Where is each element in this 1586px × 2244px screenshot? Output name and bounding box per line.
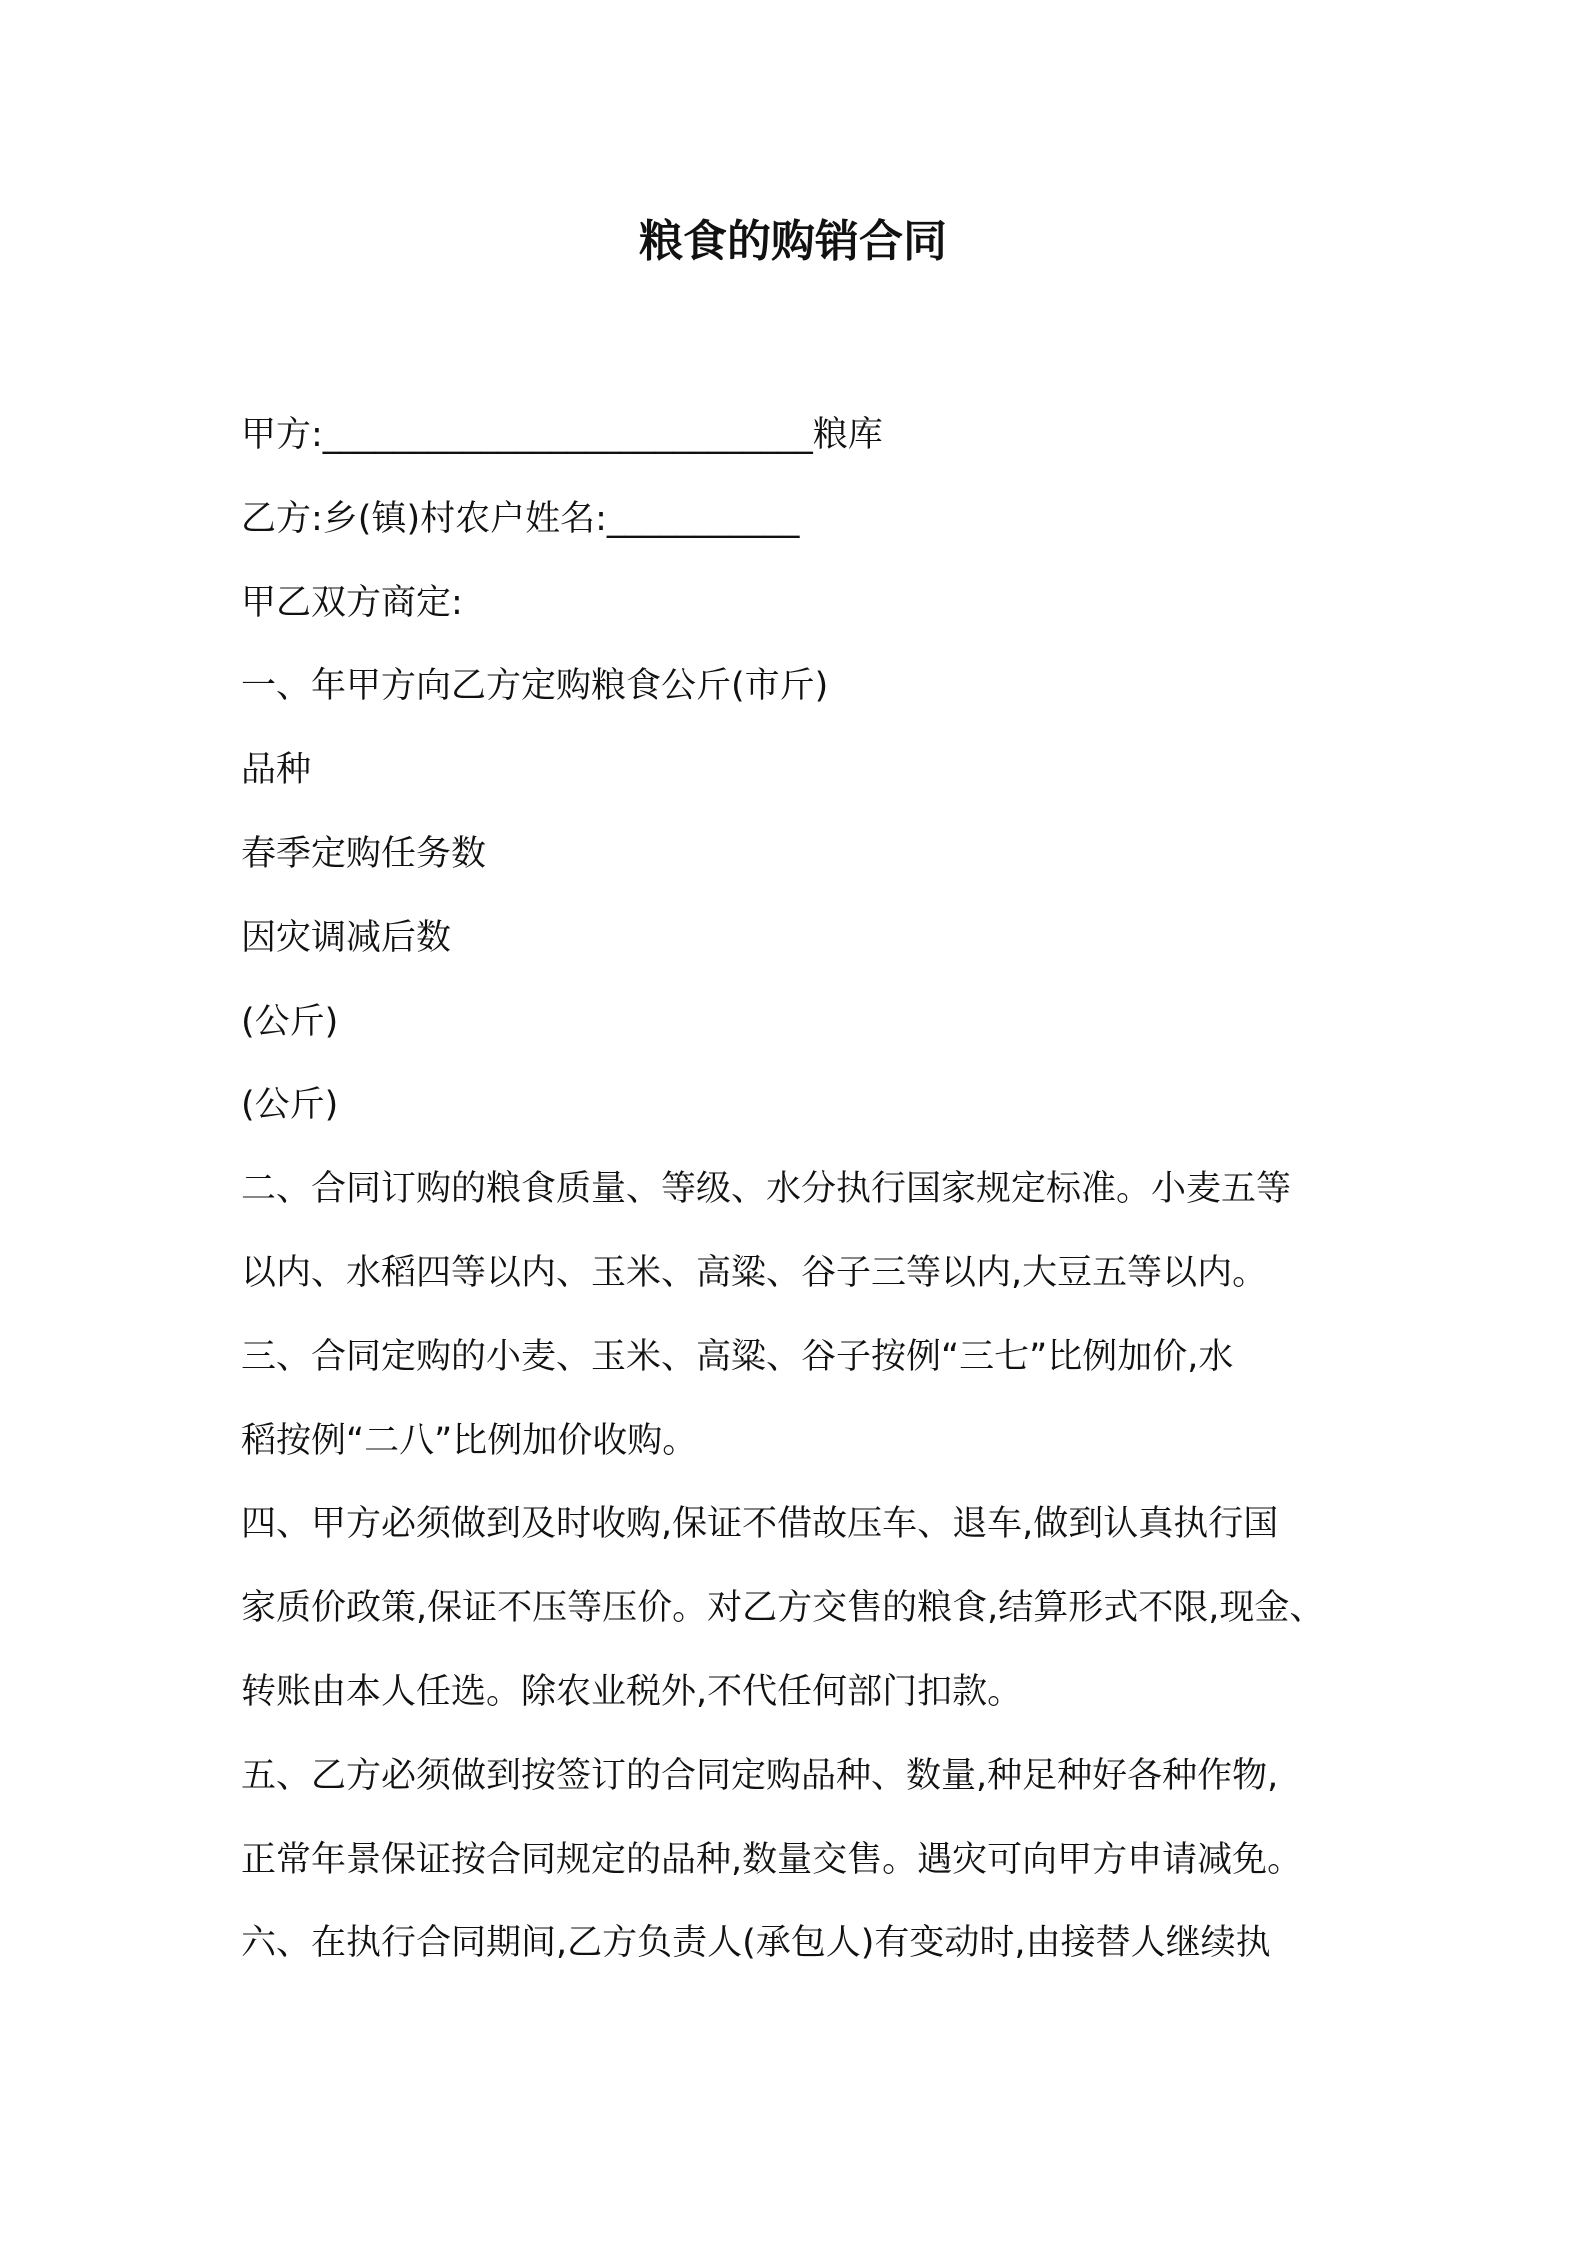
document-body (241, 405, 1391, 1997)
clause-3-line-2: 稻按例“二八”比例加价收购。 (241, 1420, 698, 1461)
clause-2-line-1: 二、合同订购的粮食质量、等级、水分执行国家规定标准。小麦五等 (241, 1169, 1292, 1210)
party-b-line: 乙方:乡(镇)村农户姓名:___________ (241, 498, 800, 539)
clause-4-line-3: 转账由本人任选。除农业税外,不代任何部门扣款。 (241, 1671, 1023, 1712)
clause-3-line-1: 三、合同定购的小麦、玉米、高粱、谷子按例“三七”比例加价,水 (241, 1336, 1234, 1377)
clause-5-line-2: 正常年景保证按合同规定的品种,数量交售。遇灾可向甲方申请减免。 (241, 1839, 1303, 1880)
clause-6-line-1: 六、在执行合同期间,乙方负责人(承包人)有变动时,由接替人继续执 (241, 1923, 1271, 1964)
clause-4-line-2: 家质价政策,保证不压等压价。对乙方交售的粮食,结算形式不限,现金、 (241, 1588, 1325, 1629)
table-header-variety: 品种 (241, 750, 312, 791)
party-a-line: 甲方:____________________________粮库 (241, 415, 883, 455)
document-title: 粮食的购销合同 (639, 216, 947, 267)
clause-5-line-1: 五、乙方必须做到按签订的合同定购品种、数量,种足种好各种作物, (241, 1755, 1279, 1796)
clause-4-line-1: 四、甲方必须做到及时收购,保证不借故压车、退车,做到认真执行国 (241, 1504, 1279, 1545)
table-unit-kg: (公斤) (241, 1001, 339, 1042)
agreement-intro: 甲乙双方商定: (241, 582, 463, 623)
clause-2-line-2: 以内、水稻四等以内、玉米、高粱、谷子三等以内,大豆五等以内。 (241, 1252, 1268, 1293)
table-header-spring-quota: 春季定购任务数 (241, 833, 487, 874)
clause-1: 一、年甲方向乙方定购粮食公斤(市斤) (241, 666, 829, 707)
table-header-disaster-reduction: 因灾调减后数 (241, 917, 452, 958)
table-unit-kg: (公斤) (241, 1085, 339, 1126)
